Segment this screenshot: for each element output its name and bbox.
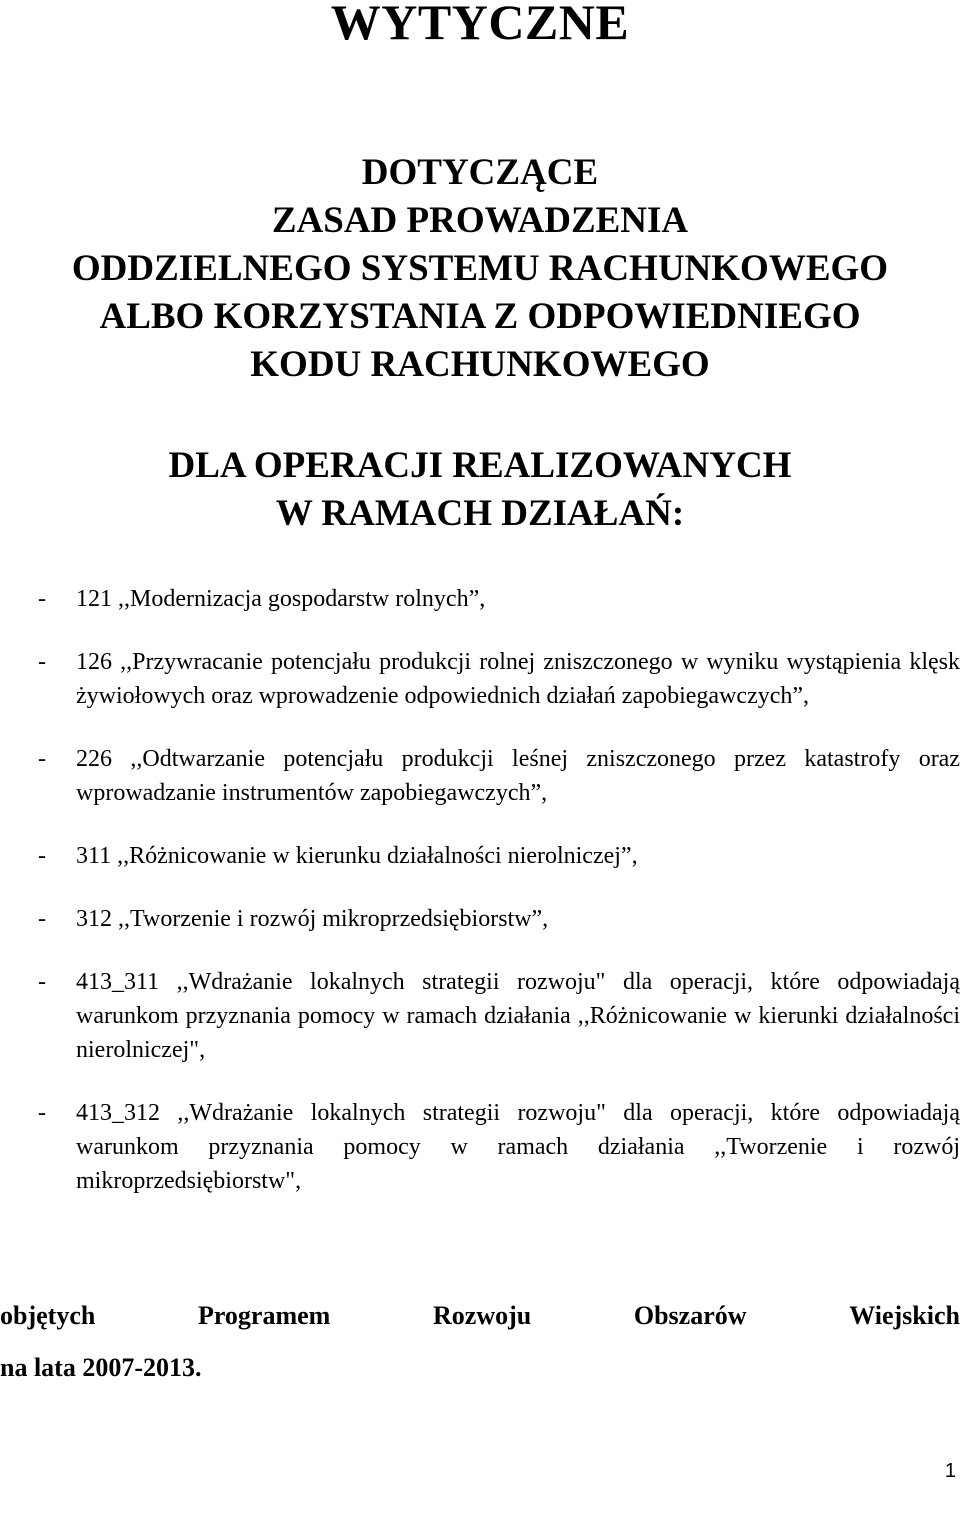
closing-word: Wiejskich — [849, 1301, 960, 1330]
measure-text: 121 ,,Modernizacja gospodarstw rolnych”, — [76, 586, 486, 612]
list-item — [0, 582, 960, 616]
list-item — [0, 902, 960, 936]
closing-word: Obszarów — [633, 1301, 747, 1330]
list-dash: - — [38, 906, 46, 932]
measure-text: 413_312 ,,Wdrażanie lokalnych strategii rozwoju" dla operacji, które odpowiadają warunkom przyznania pomocy w ramach działania ,,Tworzenie i rozwój mikroprzedsiębiorstw", — [76, 1100, 960, 1194]
list-item — [0, 645, 960, 713]
document-title: WYTYCZNE — [330, 0, 630, 50]
measure-text: 413_311 ,,Wdrażanie lokalnych strategii rozwoju" dla operacji, które odpowiadają warunkom przyznania pomocy w ramach działania ,,Różnicowanie w kierunki działalności nierolniczej", — [76, 969, 960, 1063]
closing-line — [0, 1296, 960, 1336]
closing-word: objętych — [0, 1301, 96, 1330]
measure-text: 126 ,,Przywracanie potencjału produkcji rolnej zniszczonego w wyniku wystąpienia klęsk żywiołowych oraz wprowadzenie odpowiednich działań zapobiegawczych”, — [76, 649, 960, 709]
page-number: 1 — [944, 1460, 956, 1482]
closing-statement — [0, 1296, 960, 1388]
document-heading — [0, 149, 960, 389]
list-item — [0, 1096, 960, 1198]
heading-line: DOTYCZĄCE — [361, 152, 599, 193]
heading-line: ODDZIELNEGO SYSTEMU RACHUNKOWEGO — [71, 248, 889, 289]
measures-list — [0, 582, 960, 1227]
list-item — [0, 965, 960, 1067]
measure-text: 311 ,,Różnicowanie w kierunku działalności nierolniczej”, — [76, 843, 638, 869]
closing-period: na lata 2007-2013. — [0, 1353, 202, 1382]
list-dash: - — [38, 586, 46, 612]
list-dash: - — [38, 746, 46, 772]
document-subheading — [0, 442, 960, 538]
heading-line: KODU RACHUNKOWEGO — [250, 344, 710, 385]
list-item — [0, 742, 960, 810]
closing-word: Rozwoju — [433, 1301, 532, 1330]
measure-text: 312 ,,Tworzenie i rozwój mikroprzedsiębiorstw”, — [76, 906, 549, 932]
heading-line: ZASAD PROWADZENIA — [271, 200, 689, 241]
list-dash: - — [38, 843, 46, 869]
subheading-line: DLA OPERACJI REALIZOWANYCH — [168, 445, 792, 486]
subheading-line: W RAMACH DZIAŁAŃ: — [275, 493, 685, 534]
closing-word: Programem — [197, 1301, 331, 1330]
list-dash: - — [38, 1100, 46, 1126]
list-item — [0, 839, 960, 873]
measure-text: 226 ,,Odtwarzanie potencjału produkcji leśnej zniszczonego przez katastrofy oraz wprowadzanie instrumentów zapobiegawczych”, — [76, 746, 960, 806]
list-dash: - — [38, 969, 46, 995]
list-dash: - — [38, 649, 46, 675]
heading-line: ALBO KORZYSTANIA Z ODPOWIEDNIEGO — [99, 296, 861, 337]
